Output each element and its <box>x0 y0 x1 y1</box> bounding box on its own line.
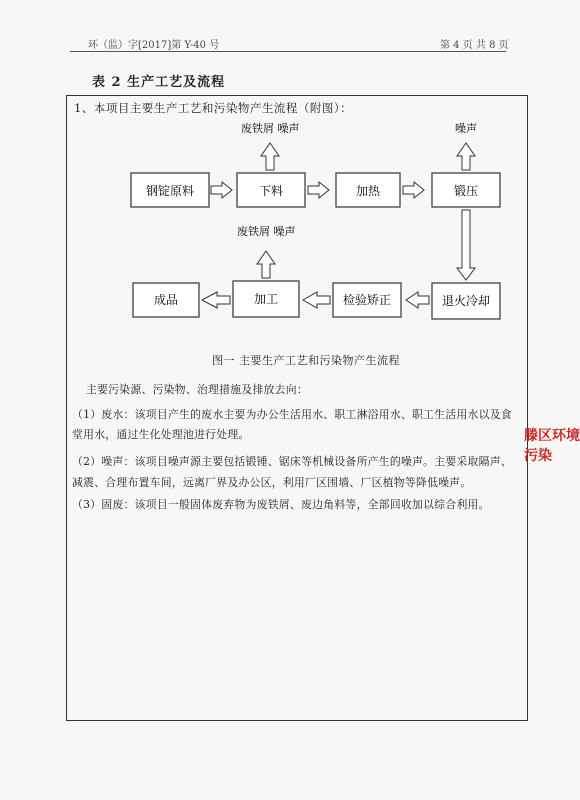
emission-label-cut: 废铁屑 噪声 <box>241 122 300 135</box>
arrow-up-icon <box>261 143 279 170</box>
svg-text:锻压: 锻压 <box>453 184 479 198</box>
noise-text-line1: （2）噪声：该项目噪声源主要包括锻锤、锯床等机械设备所产生的噪声。主要采取隔声、 <box>72 455 512 468</box>
doc-number: 环（监）字[2017]第 Y-40 号 <box>88 40 220 51</box>
emission-label-machine: 废铁屑 噪声 <box>237 225 296 238</box>
figure-caption: 图一 主要生产工艺和污染物产生流程 <box>212 354 400 367</box>
arrow-right-icon <box>403 182 424 198</box>
box-raw-material <box>131 173 209 207</box>
emission-label-forge: 噪声 <box>455 122 477 135</box>
arrow-down-icon <box>457 210 475 280</box>
arrow-left-icon <box>303 292 330 308</box>
arrow-left-icon <box>406 292 429 308</box>
solid-waste-text: （3）固废：该项目一般固体废弃物为废铁屑、废边角料等，全部回收加以综合利用。 <box>72 498 490 511</box>
arrow-right-icon <box>308 182 329 198</box>
svg-text:加热: 加热 <box>355 184 381 198</box>
page-info: 第 4 页 共 8 页 <box>440 40 509 51</box>
wastewater-text-line2: 堂用水，通过生化处理池进行处理。 <box>72 428 250 441</box>
arrow-up-icon <box>457 143 475 170</box>
arrow-left-icon <box>202 292 230 308</box>
official-stamp: 滕区环境 污染 <box>524 428 580 464</box>
svg-text:钢锭原料: 钢锭原料 <box>145 184 195 198</box>
box-forging <box>432 173 500 207</box>
box-product <box>133 283 199 317</box>
box-inspection <box>333 283 401 317</box>
svg-text:下料: 下料 <box>258 184 284 198</box>
noise-text-line2: 减震、合理布置车间，远离厂界及办公区，利用厂区围墙、厂区植物等降低噪声。 <box>72 476 472 489</box>
svg-text:退火冷却: 退火冷却 <box>441 294 491 308</box>
table-title: 表 2 生产工艺及流程 <box>92 75 226 90</box>
svg-text:检验矫正: 检验矫正 <box>342 293 392 307</box>
box-heating <box>336 173 400 207</box>
box-annealing <box>432 283 500 319</box>
arrow-up-icon <box>257 251 275 278</box>
arrow-right-icon <box>211 182 232 198</box>
wastewater-text-line1: （1）废水：该项目产生的废水主要为办公生活用水、职工淋浴用水、职工生活用水以及食 <box>72 408 512 421</box>
svg-text:成品: 成品 <box>153 293 179 307</box>
intro-text: 1、本项目主要生产工艺和污染物产生流程（附图）： <box>74 101 353 115</box>
svg-text:加工: 加工 <box>253 292 279 306</box>
box-machining <box>233 281 299 317</box>
box-cutting <box>237 173 305 207</box>
sources-heading: 主要污染源、污染物、治理措施及排放去向： <box>86 383 308 396</box>
